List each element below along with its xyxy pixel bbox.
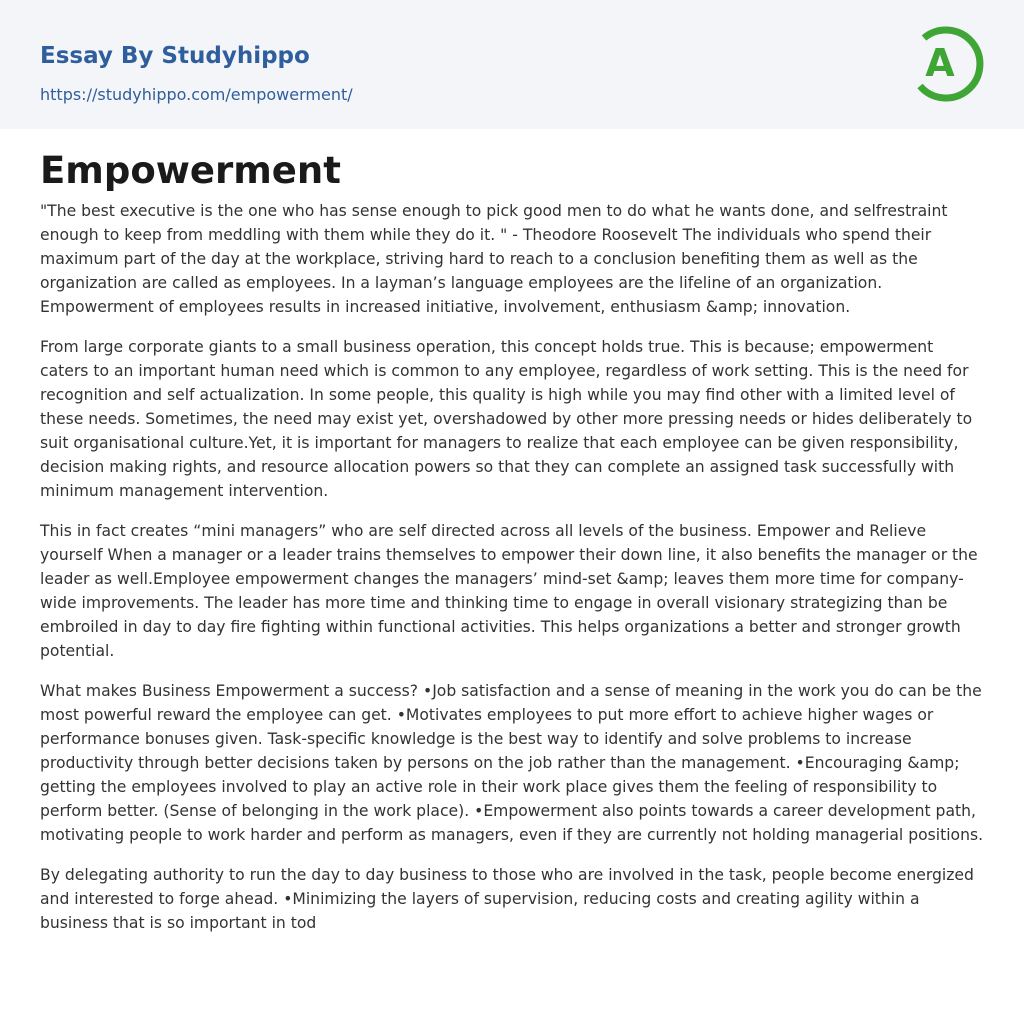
essay-paragraph-5: By delegating authority to run the day to day business to those who are involved in the task, people become energized and interested to forge ahead. •Minimizing the layers of supervision, reducing costs and creating agility within a business that is so important in tod: [40, 866, 974, 932]
site-header: [0, 0, 1024, 129]
essay-paragraph-3: This in fact creates “mini managers” who are self directed across all levels of the business. Empower and Relieve yourself When a manager or a leader trains themselves to empower their down line, it also benefits the manager or the leader as well.Employee empowerment changes the managers’ mind-set &amp; leaves them more time for company-wide improvements. The leader has more time and thinking time to engage in overall visionary strategizing than be embroiled in day to day fire fighting within functional activities. This helps organizations a better and stronger growth potential.: [40, 522, 978, 660]
brand-title[interactable]: Essay By Studyhippo: [40, 43, 310, 69]
essay-title: Empowerment: [40, 149, 341, 192]
essay-paragraph-4: What makes Business Empowerment a success? •Job satisfaction and a sense of meaning in the work you do can be the most powerful reward the employee can get. •Motivates employees to put more effort to achieve higher wages or performance bonuses given. Task-specific knowledge is the best way to identify and solve problems to increase productivity through better decisions taken by persons on the job rather than the management. •Encouraging &amp; getting the employees involved to play an active role in their work place gives them the feeling of responsibility to perform better. (Sense of belonging in the work place). •Empowerment also points towards a career development path, motivating people to work harder and perform as managers, even if they are currently not holding managerial positions.: [40, 682, 984, 844]
essay-paragraph-2: From large corporate giants to a small business operation, this concept holds true. This is because; empowerment caters to an important human need which is common to any employee, regardless of work setting. This is the need for recognition and self actualization. In some people, this quality is high while you may find other with a limited level of these needs. Sometimes, the need may exist yet, overshadowed by other more pressing needs or hides deliberately to suit organisational culture.Yet, it is important for managers to realize that each employee can be given responsibility, decision making rights, and resource allocation powers so that they can complete an assigned task successfully with minimum management intervention.: [40, 338, 973, 500]
studyhippo-logo-icon[interactable]: [910, 18, 988, 106]
essay-content: [40, 129, 986, 951]
logo-letter: A: [925, 41, 955, 85]
essay-url-link[interactable]: https://studyhippo.com/empowerment/: [40, 85, 353, 104]
essay-paragraph-1: "The best executive is the one who has sense enough to pick good men to do what he wants done, and selfrestraint enough to keep from meddling with them while they do it. " - Theodore Roosevelt The individuals who spend their maximum part of the day at the workplace, striving hard to reach to a conclusion benefiting them as well as the organization are called as employees. In a layman’s language employees are the lifeline of an organization. Empowerment of employees results in increased initiative, involvement, enthusiasm &amp; innovation.: [40, 202, 948, 316]
